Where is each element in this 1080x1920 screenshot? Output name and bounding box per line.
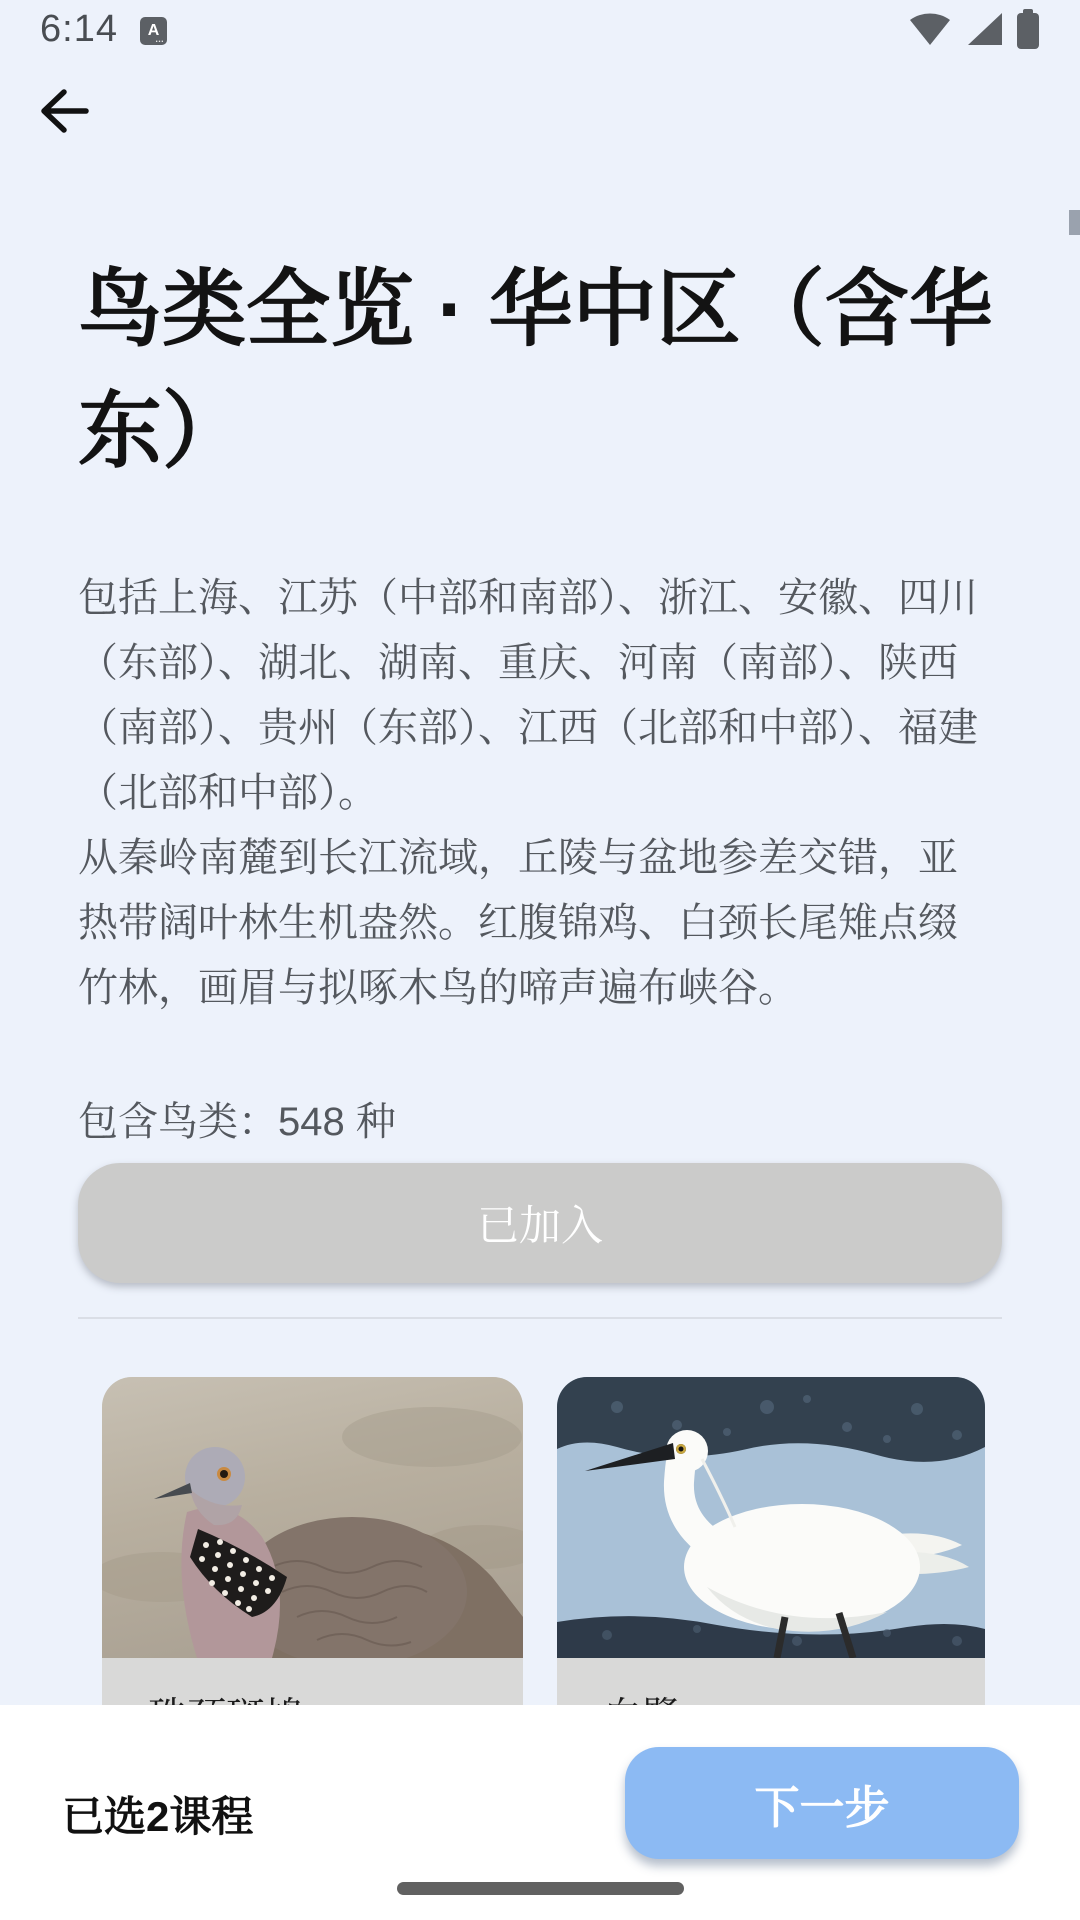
divider — [78, 1317, 1002, 1319]
description-paragraph-habitat: 从秦岭南麓到长江流域，丘陵与盆地参差交错，亚热带阔叶林生机盎然。红腹锦鸡、白颈长尾雉点缀竹林，画眉与拟啄木鸟的啼声遍布峡谷。 — [78, 836, 958, 1010]
back-arrow-icon — [38, 86, 90, 136]
notification-app-badge-icon: A … — [140, 17, 167, 45]
wifi-icon — [908, 11, 952, 47]
status-bar — [0, 0, 1080, 58]
selected-courses-label: 已选2课程 — [62, 1793, 254, 1840]
description-paragraph-regions: 包括上海、江苏（中部和南部）、浙江、安徽、四川（东部）、湖北、湖南、重庆、河南（南部）、陕西（南部）、贵州（东部）、江西（北部和中部）、福建（北部和中部）。 — [78, 576, 978, 815]
home-gesture-bar[interactable] — [397, 1882, 684, 1895]
next-step-button[interactable]: 下一步 — [625, 1747, 1019, 1859]
scrollbar-thumb[interactable] — [1069, 210, 1080, 235]
joined-button[interactable]: 已加入 — [78, 1163, 1002, 1283]
signal-icon — [964, 11, 1004, 47]
status-time: 6:14 — [40, 7, 118, 50]
course-description — [78, 566, 984, 1021]
back-button[interactable] — [38, 86, 90, 136]
species-count: 包含鸟类：548 种 — [78, 1100, 396, 1144]
spotted-dove-image — [102, 1377, 523, 1658]
page-title: 鸟类全览 · 华中区（含华东） — [78, 262, 993, 478]
battery-icon — [1016, 8, 1040, 50]
egret-image — [557, 1377, 985, 1658]
badge-dots: … — [154, 34, 165, 44]
